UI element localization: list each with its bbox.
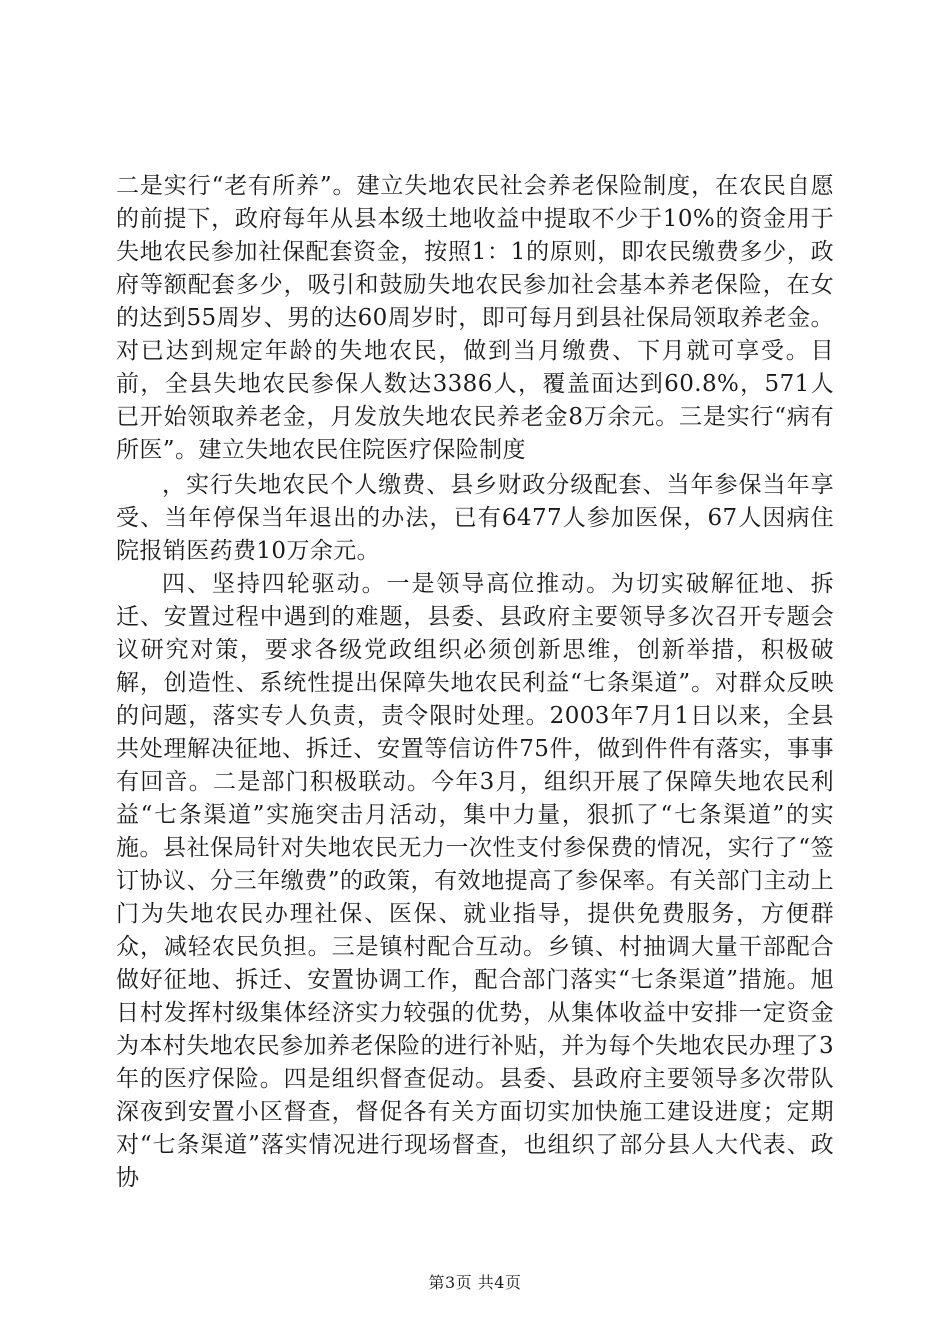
paragraph-medical-insurance: ，实行失地农民个人缴费、县乡财政分级配套、当年参保当年享受、当年停保当年退出的办法，已有6477人参加医保，67人因病住院报销医药费10万余元。 [116,472,834,564]
paragraph-four-wheel-drive: 四、坚持四轮驱动。一是领导高位推动。为切实破解征地、拆迁、安置过程中遇到的难题，县委、县政府主要领导多次召开专题会议研究对策，要求各级党政组织必须创新思维，创新举措，积极破解，创造性、系统性提出保障失地农民利益“七条渠道”。对群众反映的问题，落实专人负责，责令限时处理。2003年7月1日以来，全县共处理解决征地、拆迁、安置等信访件75件，做到件件有落实，事事有回音。二是部门积极联动。今年3月，组织开展了保障失地农民利益“七条渠道”实施突击月活动，集中力量，狠抓了“七条渠道”的实施。县社保局针对失地农民无力一次性支付参保费的情况，实行了“签订协议、分三年缴费”的政策，有效地提高了参保率。有关部门主动上门为失地农民办理社保、医保、就业指导，提供免费服务，方便群众，减轻农民负担。三是镇村配合互动。乡镇、村抽调大量干部配合做好征地、拆迁、安置协调工作，配合部门落实“七条渠道”措施。旭日村发挥村级集体经济实力较强的优势，从集体收益中安排一定资金为本村失地农民参加养老保险的进行补贴，并为每个失地农民办理了3年的医疗保险。四是组织督查促动。县委、县政府主要领导多次带队深夜到安置小区督查，督促各有关方面切实加快施工建设进度；定期对“七条渠道”落实情况进行现场督查，也组织了部分县人大代表、政协 [116,571,834,1191]
paragraph-elderly-care: 二是实行“老有所养”。建立失地农民社会养老保险制度，在农民自愿的前提下，政府每年从县本级土地收益中提取不少于10%的资金用于失地农民参加社保配套资金，按照1：1的原则，即农民缴费多少，政府等额配套多少，吸引和鼓励失地农民参加社会基本养老保险，在女的达到55周岁、男的达60周岁时，即可每月到县社保局领取养老金。对已达到规定年龄的失地农民，做到当月缴费、下月就可享受。目前，全县失地农民参保人数达3386人，覆盖面达到60.8%，571人已开始领取养老金，月发放失地农民养老金8万余元。三是实行“病有所医”。建立失地农民住院医疗保险制度 [116,173,834,463]
page-footer: 第3页 共4页 [428,1273,522,1292]
document-body [116,170,834,1195]
